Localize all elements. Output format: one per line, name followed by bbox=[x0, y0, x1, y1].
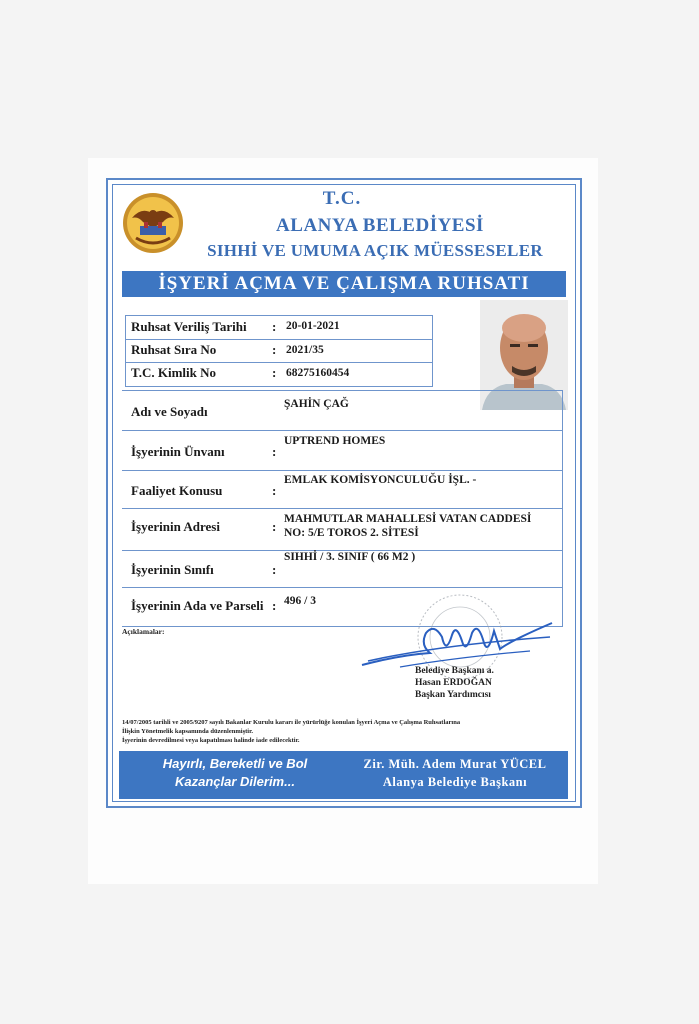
issue-date-value: 20-01-2021 bbox=[286, 320, 340, 332]
signatory-line-2: Hasan ERDOĞAN bbox=[415, 678, 492, 688]
field-label-trade-name: İşyerinin Ünvanı bbox=[131, 444, 225, 459]
id-value: 68275160454 bbox=[286, 367, 350, 379]
field-value-address-line2: NO: 5/E TOROS 2. SİTESİ bbox=[284, 527, 419, 539]
legal-fine-print: 14/07/2005 tarihli ve 2005/9207 sayılı Bakanlar Kurulu kararı ile yürürlüğe konulan İşyeri Açma ve Çalışma Ruhsatlarına İlişkin Yönetmelik kapsamında düzenlenmiştir. İşyerinin devredilmesi veya kapatılması halinde iade edilecektir. bbox=[122, 719, 461, 744]
field-value-class: SIHHİ / 3. SINIF ( 66 M2 ) bbox=[284, 551, 416, 563]
mayor-name: Zir. Müh. Adem Murat YÜCEL bbox=[363, 757, 547, 771]
field-value-name: ŞAHİN ÇAĞ bbox=[284, 398, 349, 410]
serial-value: 2021/35 bbox=[286, 344, 324, 356]
field-label-parcel: İşyerinin Ada ve Parseli bbox=[131, 598, 264, 613]
signatory-block bbox=[415, 665, 494, 701]
field-label-activity: Faaliyet Konusu bbox=[131, 483, 223, 498]
field-value-address-line1: MAHMUTLAR MAHALLESİ VATAN CADDESİ bbox=[284, 513, 532, 525]
field-value-trade-name: UPTREND HOMES bbox=[284, 435, 386, 447]
issue-date-label: Ruhsat Veriliş Tarihi bbox=[131, 319, 247, 334]
id-label: T.C. Kimlik No bbox=[131, 365, 216, 380]
signatory-line-3: Başkan Yardımcısı bbox=[415, 690, 491, 700]
mayor-title: Alanya Belediye Başkanı bbox=[382, 775, 528, 789]
field-value-activity: EMLAK KOMİSYONCULUĞU İŞL. - bbox=[284, 474, 477, 486]
footer-mayor bbox=[345, 755, 565, 791]
field-label-address: İşyerinin Adresi bbox=[131, 519, 220, 534]
header-country: T.C. bbox=[322, 188, 362, 209]
field-label-class: İşyerinin Sınıfı bbox=[131, 562, 214, 577]
details-table bbox=[122, 390, 563, 626]
footer-wish: Hayırlı, Bereketli ve Bol Kazançlar Dilerim... bbox=[162, 756, 308, 789]
header-department: SIHHİ VE UMUMA AÇIK MÜESSESELER bbox=[207, 241, 543, 260]
notes-label: Açıklamalar: bbox=[122, 627, 165, 636]
document-title-banner: İŞYERİ AÇMA VE ÇALIŞMA RUHSATI bbox=[122, 271, 566, 297]
signatory-line-1: Belediye Başkanı a. bbox=[415, 666, 494, 676]
serial-label: Ruhsat Sıra No bbox=[131, 342, 217, 357]
field-label-name: Adı ve Soyadı bbox=[131, 404, 208, 419]
field-value-parcel: 496 / 3 bbox=[284, 595, 316, 607]
header-municipality: ALANYA BELEDİYESİ bbox=[276, 215, 484, 236]
